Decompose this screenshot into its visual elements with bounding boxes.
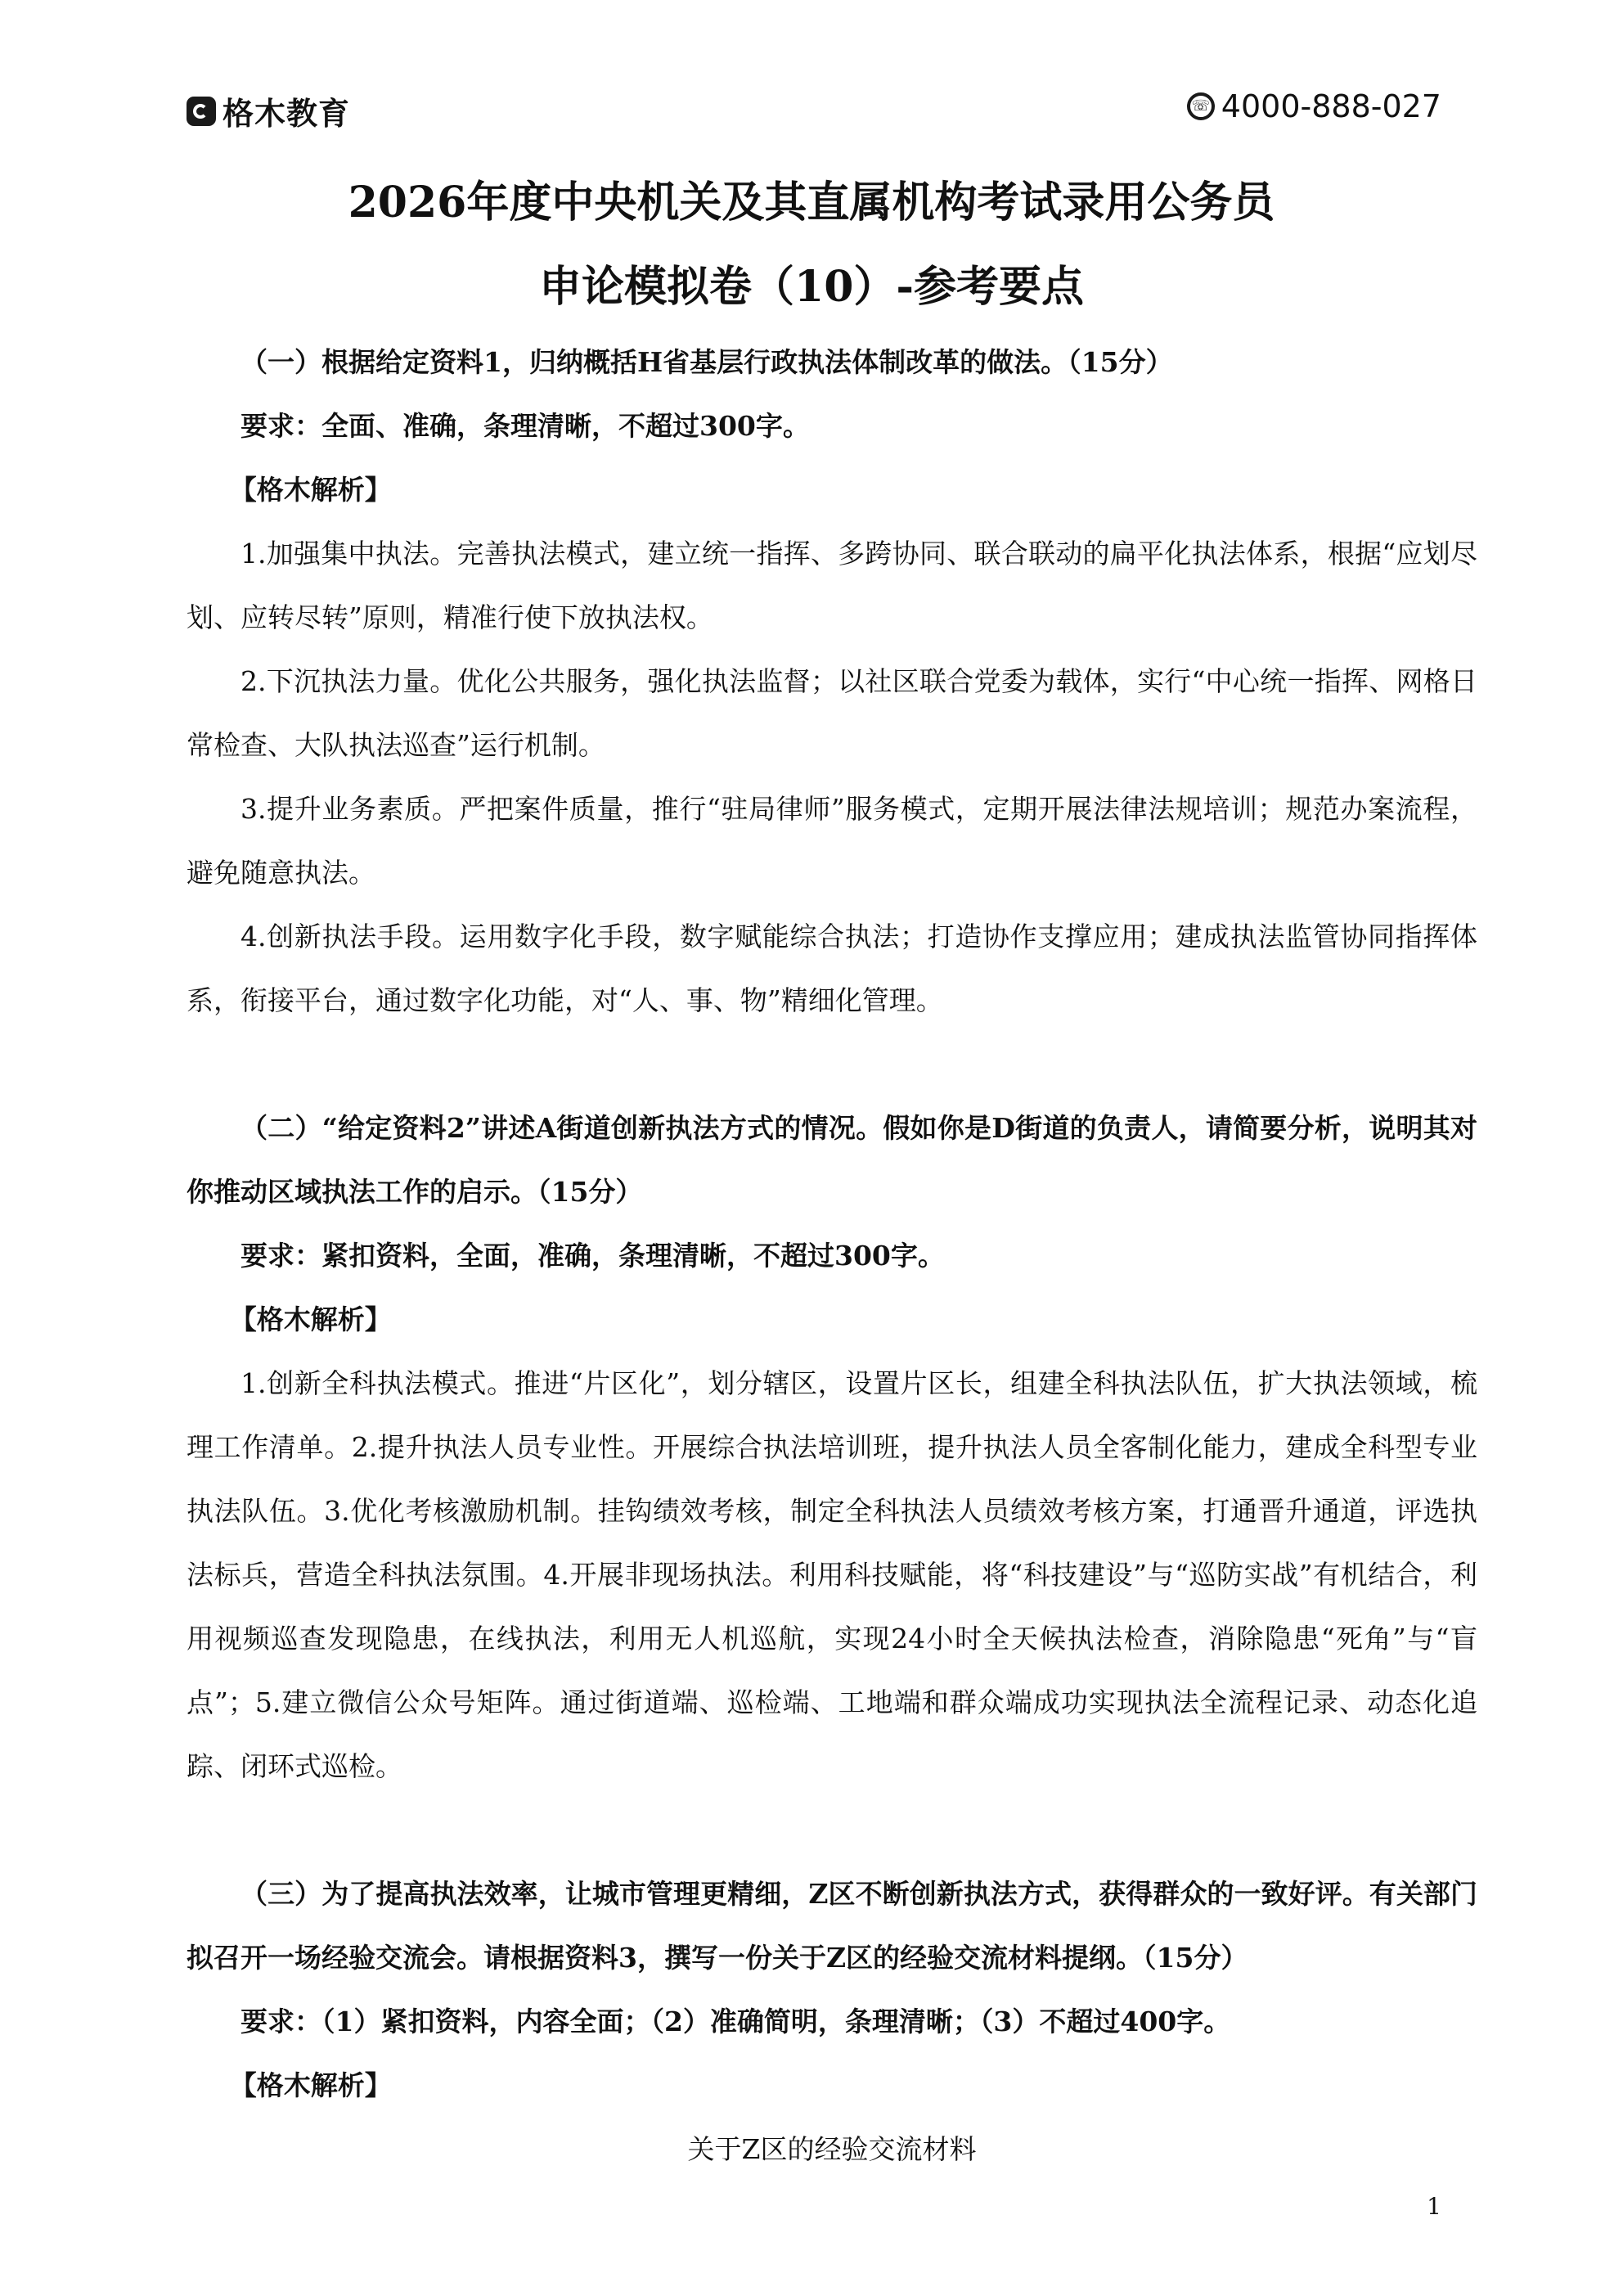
question-1-point: 2.下沉执法力量。优化公共服务，强化执法监督；以社区联合党委为载体，实行“中心统一指挥、网格日常检查、大队执法巡查”运行机制。: [187, 665, 1477, 761]
document-title: 2026年度中央机关及其直属机构考试录用公务员: [348, 178, 1275, 227]
question-3-analysis-label: 【格木解析】: [229, 2069, 392, 2101]
section-spacer: [187, 1033, 1477, 1096]
brand-logo-icon: [187, 97, 216, 126]
question-1: （一）根据给定资料1，归纳概括H省基层行政执法体制改革的做法。（15分）: [241, 346, 1173, 378]
question-1-point: 1.加强集中执法。完善执法模式，建立统一指挥、多跨协同、联合联动的扁平化执法体系，根据“应划尽划、应转尽转”原则，精准行使下放执法权。: [187, 538, 1477, 633]
question-1-point: 3.提升业务素质。严把案件质量，推行“驻局律师”服务模式，定期开展法律法规培训；规范办案流程，避免随意执法。: [187, 793, 1477, 889]
question-2-analysis-label: 【格木解析】: [229, 1303, 392, 1335]
answer-content: [187, 331, 1477, 2181]
question-1-point: 4.创新执法手段。运用数字化手段，数字赋能综合执法；打造协作支撑应用；建成执法监管协同指挥体系，衔接平台，通过数字化功能，对“人、事、物”精细化管理。: [187, 921, 1477, 1016]
phone-number: 4000-888-027: [1221, 88, 1441, 124]
brand-logo: [187, 88, 350, 133]
section-spacer: [187, 1799, 1477, 1862]
question-2: （二）“给定资料2”讲述A街道创新执法方式的情况。假如你是D街道的负责人，请简要分析，说明其对你推动区域执法工作的启示。（15分）: [187, 1112, 1477, 1208]
question-3-requirement: 要求：（1）紧扣资料，内容全面；（2）准确简明，条理清晰；（3）不超过400字。: [241, 2006, 1231, 2037]
question-3: （三）为了提高执法效率，让城市管理更精细，Z区不断创新执法方式，获得群众的一致好评。有关部门拟召开一场经验交流会。请根据资料3，撰写一份关于Z区的经验交流材料提纲。（15分）: [187, 1878, 1477, 1974]
question-2-answer: 1.创新全科执法模式。推进“片区化”，划分辖区，设置片区长，组建全科执法队伍，扩大执法领域，梳理工作清单。2.提升执法人员专业性。开展综合执法培训班，提升执法人员全客制化能力，建成全科型专业执法队伍。3.优化考核激励机制。挂钩绩效考核，制定全科执法人员绩效考核方案，打通晋升通道，评选执法标兵，营造全科执法氛围。4.开展非现场执法。利用科技赋能，将“科技建设”与“巡防实战”有机结合，利用视频巡查发现隐患，在线执法，利用无人机巡航，实现24小时全天候执法检查，消除隐患“死角”与“盲点”；5.建立微信公众号矩阵。通过街道端、巡检端、工地端和群众端成功实现执法全流程记录、动态化追踪、闭环式巡检。: [187, 1367, 1477, 1782]
question-1-requirement: 要求：全面、准确，条理清晰，不超过300字。: [241, 410, 810, 442]
document-subtitle: 申论模拟卷（10）-参考要点: [539, 262, 1084, 312]
question-1-analysis-label: 【格木解析】: [229, 474, 392, 506]
brand-name: 格木教育: [223, 96, 351, 132]
phone-icon: ☏: [1187, 92, 1215, 120]
page-number: 1: [1427, 2193, 1441, 2220]
phone-contact: [1187, 88, 1441, 124]
question-3-heading: 关于Z区的经验交流材料: [687, 2133, 977, 2165]
page-header: [187, 88, 1441, 134]
question-2-requirement: 要求：紧扣资料，全面，准确，条理清晰，不超过300字。: [241, 1240, 945, 1272]
